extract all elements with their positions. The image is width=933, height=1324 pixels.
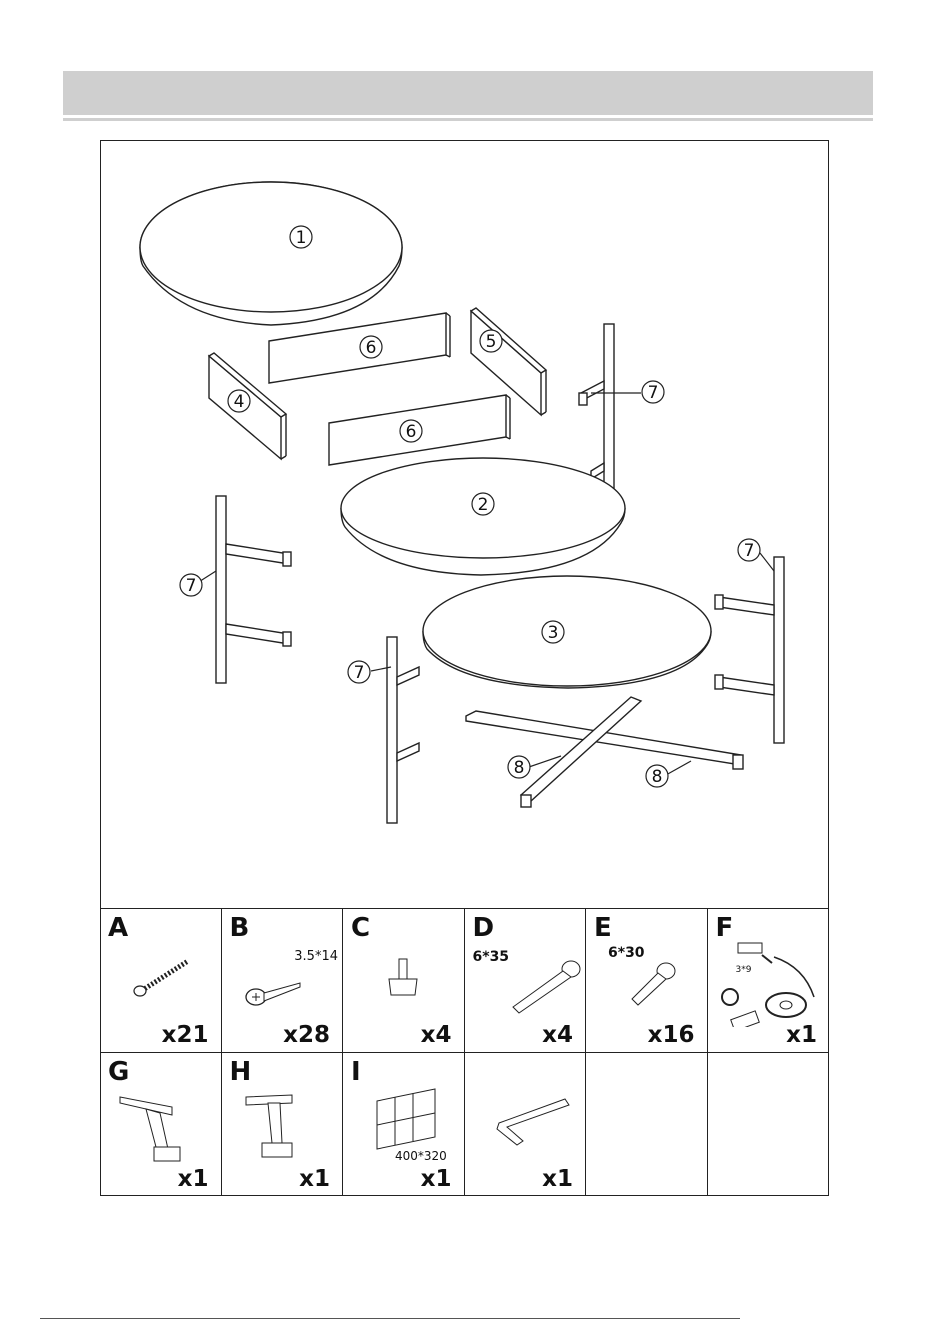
part-number: 5 [485, 332, 497, 352]
template-sheet-icon [371, 1087, 441, 1157]
part-cell-allen-key [465, 1052, 587, 1196]
part-number: 8 [513, 758, 525, 778]
lift-hinge-mechanism-icon [238, 1089, 318, 1169]
header-bar [63, 71, 873, 115]
base-cross-8 [466, 697, 743, 807]
part-number: 7 [353, 663, 365, 683]
leg-frame-7-left [216, 496, 291, 683]
adjustable-foot-icon [383, 955, 423, 1005]
part-size: 6*35 [472, 949, 510, 965]
part-number: 6 [405, 422, 417, 442]
part-quantity: x1 [177, 1166, 209, 1192]
part-cell-c [343, 908, 465, 1052]
part-quantity: x28 [283, 1022, 330, 1048]
part-cell-d [465, 908, 587, 1052]
leg-frame-7-front [387, 637, 419, 823]
part-quantity: x1 [299, 1166, 330, 1192]
part-letter: F [715, 913, 734, 943]
part-number: 2 [477, 495, 489, 515]
led-strip-kit-icon [714, 937, 824, 1027]
part-cell-g [100, 1052, 222, 1196]
part-letter: C [351, 913, 371, 943]
part-size: 3.5*14 [294, 949, 338, 964]
part-letter: H [229, 1057, 252, 1087]
part-cell-a [100, 908, 222, 1052]
part-number: 7 [185, 576, 197, 596]
part-number: 6 [365, 338, 377, 358]
part-quantity: x4 [542, 1022, 573, 1048]
part-quantity: x4 [420, 1022, 452, 1048]
footer-rule [40, 1318, 740, 1319]
tabletop-1 [140, 182, 402, 325]
header-divider [63, 118, 873, 121]
part-cell-h [222, 1052, 344, 1196]
part-quantity: x1 [786, 1022, 817, 1048]
hardware-parts-table [100, 908, 829, 1196]
part-letter: I [351, 1057, 361, 1087]
part-cell-e [586, 908, 708, 1052]
part-cell-empty [708, 1052, 830, 1196]
hex-bolt-icon [505, 959, 585, 1019]
part-number: 7 [647, 383, 659, 403]
tabletop-3 [423, 576, 711, 688]
part-letter: G [108, 1057, 130, 1087]
part-cell-i [343, 1052, 465, 1196]
part-letter: B [229, 913, 250, 943]
part-cell-empty [586, 1052, 708, 1196]
hex-bolt-icon [626, 961, 686, 1011]
part-letter: A [108, 913, 129, 943]
part-number: 8 [651, 767, 663, 787]
tabletop-2 [341, 458, 625, 575]
part-size: 3*9 [735, 965, 752, 975]
part-letter: D [472, 913, 495, 943]
leg-frame-7-right [715, 557, 784, 743]
part-size: 400*320 [395, 1149, 447, 1163]
part-quantity: x1 [542, 1166, 573, 1192]
part-quantity: x21 [161, 1022, 209, 1048]
leg-frame-7-back [579, 324, 614, 489]
part-letter: E [594, 913, 612, 943]
lift-hinge-mechanism-icon [116, 1089, 196, 1169]
part-size: 6*30 [608, 945, 645, 961]
part-number: 3 [547, 623, 559, 643]
part-quantity: x16 [647, 1022, 695, 1048]
part-number: 4 [233, 392, 245, 412]
allen-key-icon [495, 1093, 575, 1153]
wood-screw-icon [242, 973, 312, 1013]
wall-anchor-screw-icon [128, 953, 198, 1003]
exploded-diagram [101, 141, 828, 909]
part-number: 1 [295, 228, 307, 248]
part-cell-b [222, 908, 344, 1052]
part-number: 7 [743, 541, 755, 561]
part-cell-f [708, 908, 830, 1052]
part-quantity: x1 [420, 1166, 452, 1192]
